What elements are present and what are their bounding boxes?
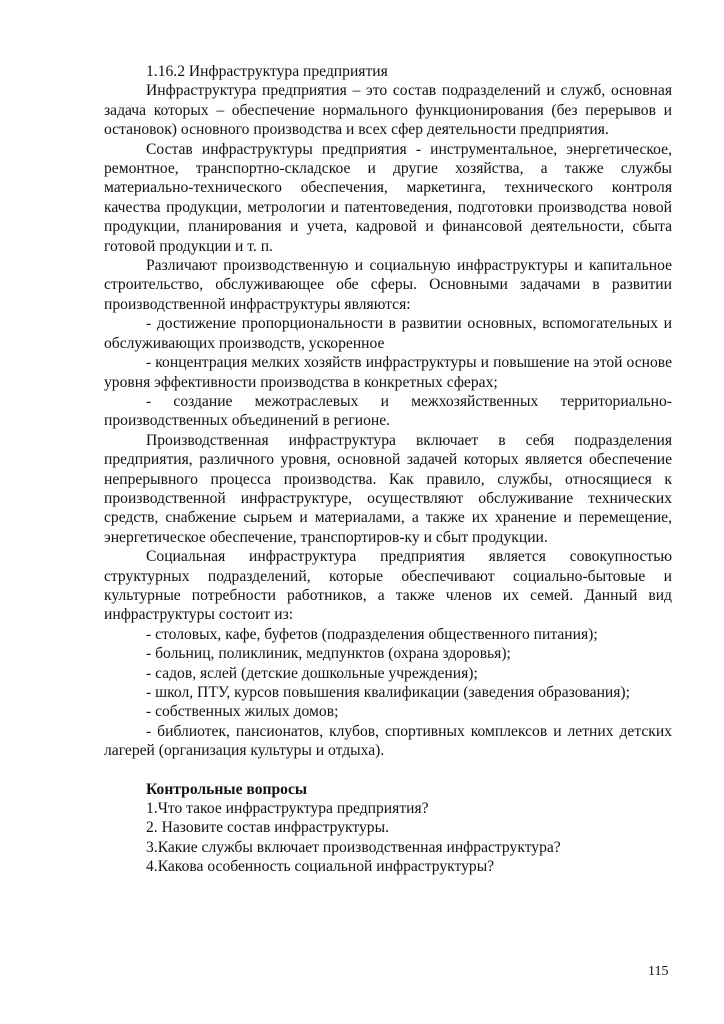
paragraph-definition: Инфраструктура предприятия – это состав подразделений и служб, основная задача которых – обеспечение нормального функционирования (без перерывов и остановок) основного производства и всех сфер деятельности предприятия. (104, 82, 672, 139)
paragraph-social-infrastructure: Социальная инфраструктура предприятия является совокупностью структурных подразделений, которые обеспечивают социально-бытовые и культурные потребности работников, а также членов их семей. Данный вид инфраструктуры состоит из: (104, 548, 672, 624)
list-item-health: - больниц, поликлиник, медпунктов (охрана здоровья); (146, 645, 511, 663)
section-title: 1.16.2 Инфраструктура предприятия (146, 63, 388, 80)
paragraph-types: Различают производственную и социальную инфраструктуры и капитальное строительство, обслуживающее обе сферы. Основными задачами в развитии производственной инфраструктуры являются: (104, 257, 672, 313)
control-question: 3.Какие службы включает производственная инфраструктура? (146, 838, 561, 856)
list-item-culture: - библиотек, пансионатов, клубов, спортивных комплексов и летних детских лагерей (организация культуры и отдыха). (104, 722, 672, 760)
page-body (104, 62, 672, 877)
list-item-catering: - столовых, кафе, буфетов (подразделения общественного питания); (146, 625, 598, 643)
control-question: 4.Какова особенность социальной инфраструктуры? (146, 858, 495, 876)
list-item-concentration: - концентрация мелких хозяйств инфраструктуры и повышение на этой основе уровня эффективности производства в конкретных сферах; (104, 354, 672, 391)
control-question: 1.Что такое инфраструктура предприятия? (146, 800, 429, 818)
paragraph-production-infrastructure: Производственная инфраструктура включает в себя подразделения предприятия, различного уровня, основной задачей которых является обеспечение непрерывного процесса производства. Как правило, службы, относящиеся к производственной инфраструктуре, осуществляют обслуживание технических средств, снабжение сырьем и материалами, а также их хранение и перемещение, энергетическое обеспечение, транспортиров-ку и сбыт продукции. (104, 431, 672, 546)
list-item-associations: - создание межотраслевых и межхозяйственных территориально-производственных объединений в регионе. (104, 392, 672, 430)
list-item-education: - школ, ПТУ, курсов повышения квалификации (заведения образования); (146, 684, 630, 701)
control-question: 2. Назовите состав инфраструктуры. (146, 819, 389, 837)
page-number: 115 (648, 964, 669, 979)
control-questions-title: Контрольные вопросы (146, 780, 308, 798)
section-gap (104, 761, 672, 780)
list-item-housing: - собственных жилых домов; (146, 703, 339, 721)
paragraph-composition: Состав инфраструктуры предприятия - инструментальное, энергетическое, ремонтное, транспортно-складское и другие хозяйства, а также службы материально-технического обеспечения, маркетинга, технического контроля качества продукции, метрологии и патентоведения, подготовки производства новой продукции, планирования и учета, кадровой и финансовой деятельности, сбыта готовой продукции и т. п. (104, 140, 672, 255)
list-item-proportionality: - достижение пропорциональности в развитии основных, вспомогательных и обслуживающих производств, ускоренное (104, 315, 672, 352)
list-item-preschool: - садов, яслей (детские дошкольные учреждения); (146, 664, 478, 682)
